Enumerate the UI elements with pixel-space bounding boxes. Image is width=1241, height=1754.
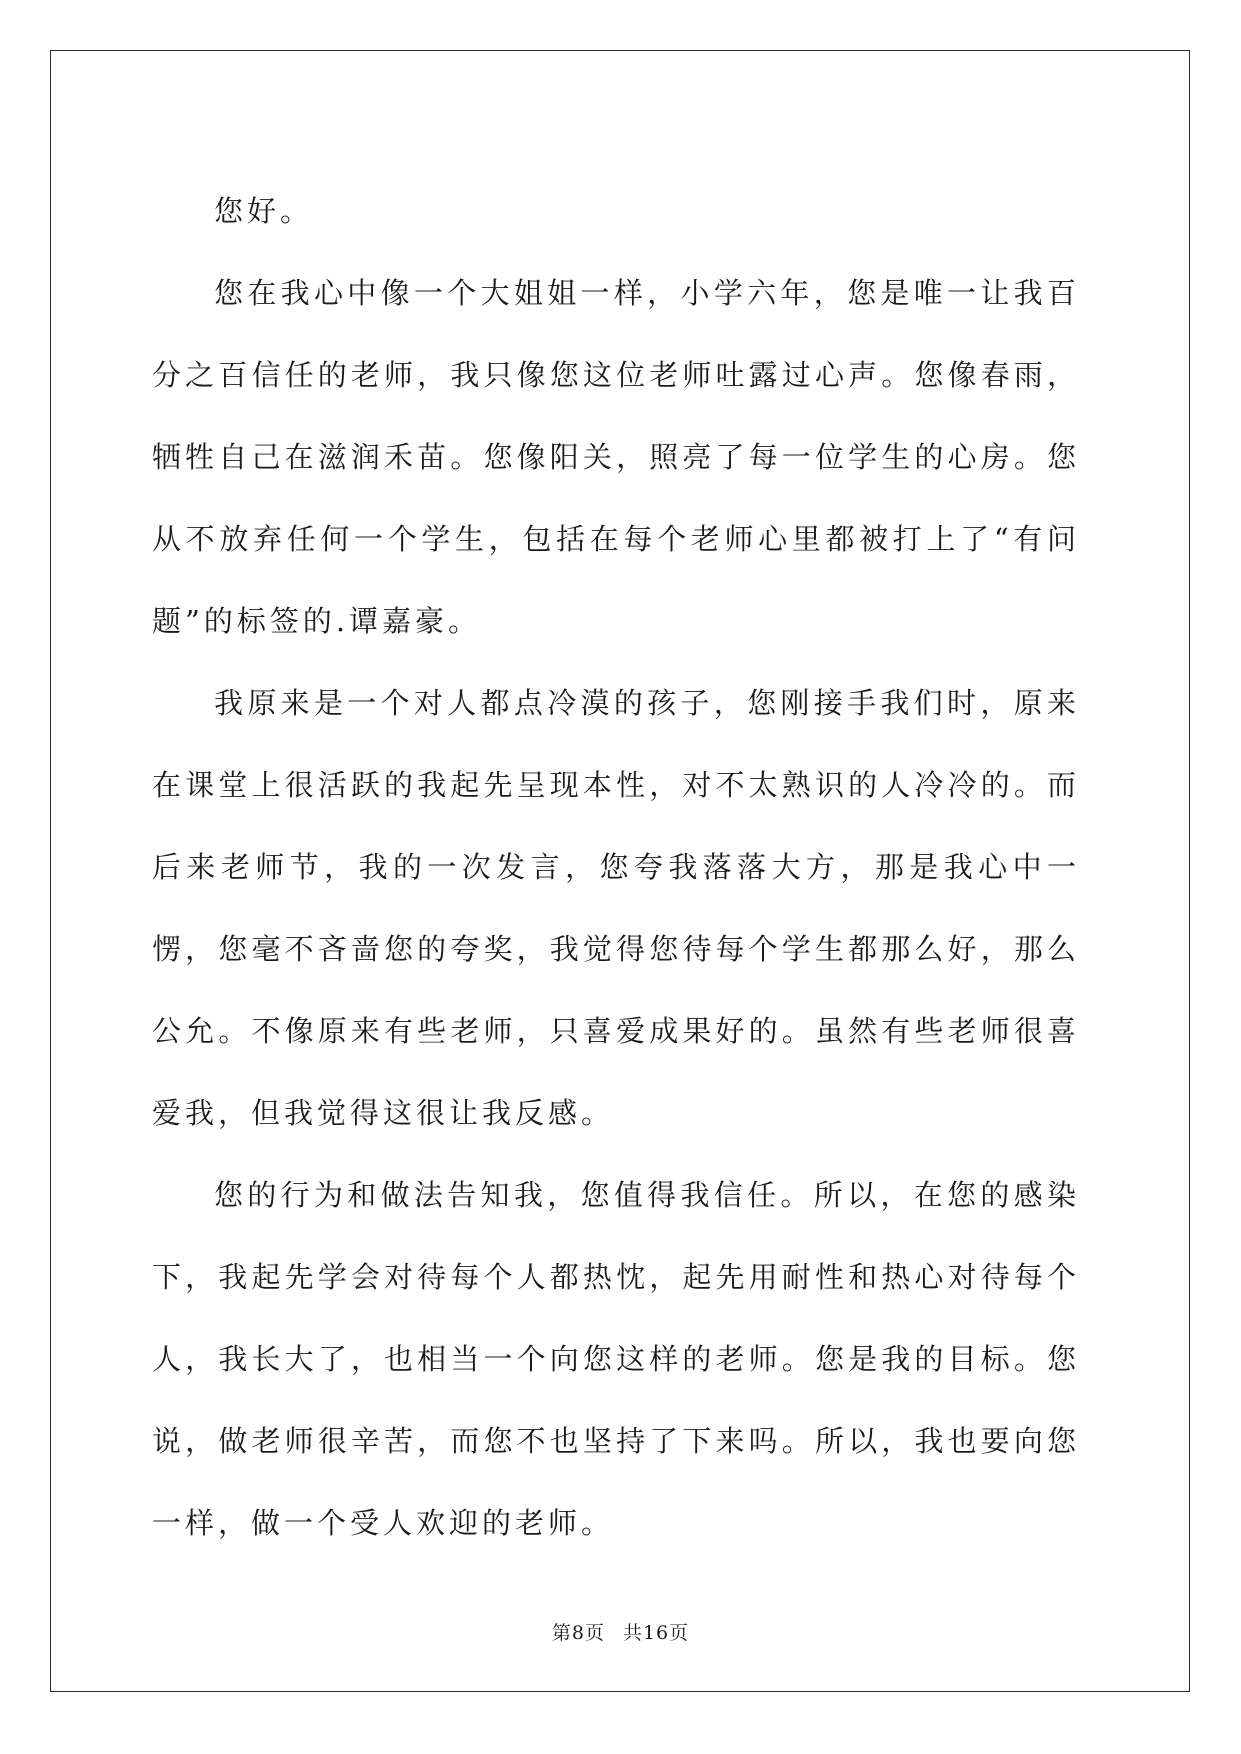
page-number-current: 第8页 [551, 1622, 605, 1644]
paragraph-greeting: 您好。 [214, 194, 314, 228]
page-footer [0, 1618, 1241, 1645]
document-body [152, 170, 1080, 1564]
page-number-total: 共16页 [622, 1622, 690, 1644]
paragraph-2: 我原来是一个对人都点冷漠的孩子，您刚接手我们时，原来在课堂上很活跃的我起先呈现本性，对不太熟识的人冷冷的。而后来老师节，我的一次发言，您夸我落落大方，那是我心中一愣，您毫不吝啬您的夸奖，我觉得您待每个学生都那么好，那么公允。不像原来有些老师，只喜爱成果好的。虽然有些老师很喜爱我，但我觉得这很让我反感。 [152, 686, 1080, 1130]
paragraph-3: 您的行为和做法告知我，您值得我信任。所以，在您的感染下，我起先学会对待每个人都热忱，起先用耐性和热心对待每个人，我长大了，也相当一个向您这样的老师。您是我的目标。您说，做老师很辛苦，而您不也坚持了下来吗。所以，我也要向您一样，做一个受人欢迎的老师。 [152, 1178, 1080, 1540]
paragraph-1: 您在我心中像一个大姐姐一样，小学六年，您是唯一让我百分之百信任的老师，我只像您这位老师吐露过心声。您像春雨，牺牲自己在滋润禾苗。您像阳关，照亮了每一位学生的心房。您从不放弃任何一个学生，包括在每个老师心里都被打上了“有问题”的标签的.谭嘉豪。 [152, 276, 1080, 638]
